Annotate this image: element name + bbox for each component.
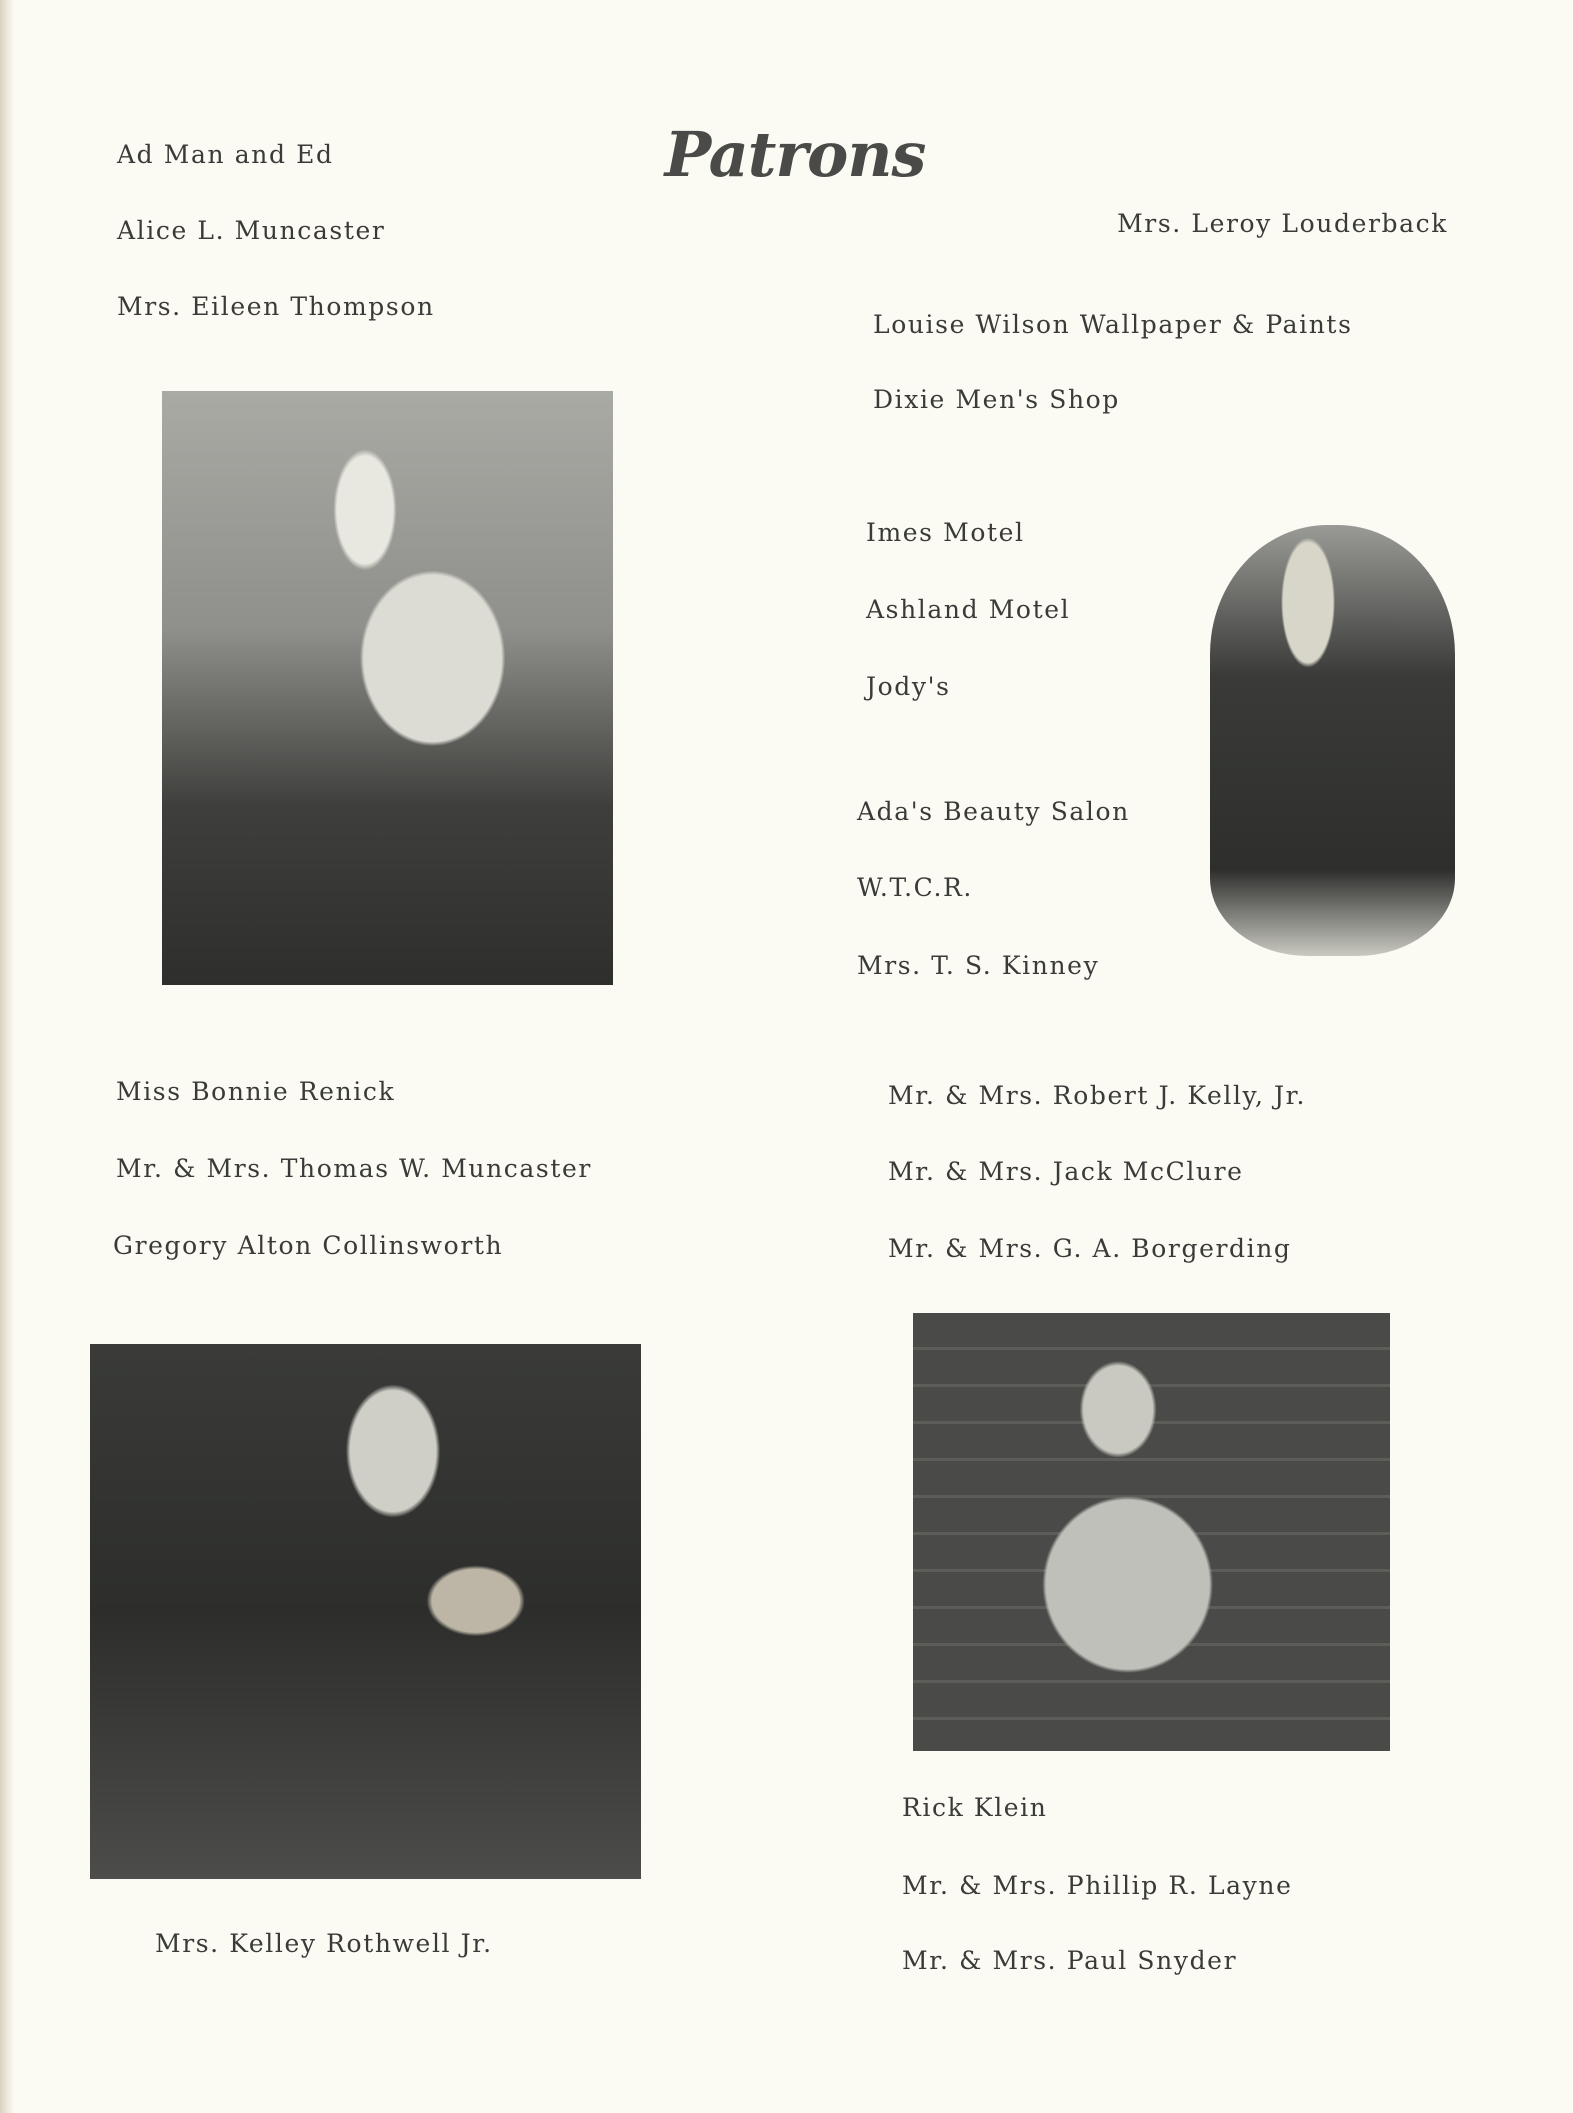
photo-oval-sunglasses: [1210, 525, 1455, 956]
patron-name: Dixie Men's Shop: [873, 385, 1120, 414]
patron-name: Mrs. Kelley Rothwell Jr.: [155, 1929, 493, 1958]
page-binding-edge: [0, 0, 14, 2113]
patron-name: Mr. & Mrs. Paul Snyder: [902, 1946, 1238, 1975]
photo-glasses-student: [90, 1344, 641, 1879]
patron-name: Mr. & Mrs. Phillip R. Layne: [902, 1871, 1293, 1900]
patron-name: Gregory Alton Collinsworth: [113, 1231, 504, 1260]
patron-name: Mrs. T. S. Kinney: [857, 951, 1100, 980]
patron-name: Ashland Motel: [866, 595, 1071, 624]
patron-name: Mr. & Mrs. Jack McClure: [888, 1157, 1244, 1186]
patron-name: Ada's Beauty Salon: [857, 797, 1130, 826]
patron-name: Mrs. Leroy Louderback: [1117, 209, 1448, 238]
patron-name: Alice L. Muncaster: [117, 216, 386, 245]
patron-name: Ad Man and Ed: [117, 140, 334, 169]
photo-couple-costume: [162, 391, 613, 985]
patron-name: Mr. & Mrs. Thomas W. Muncaster: [116, 1154, 592, 1183]
patron-name: Mr. & Mrs. Robert J. Kelly, Jr.: [888, 1081, 1307, 1110]
patron-name: Imes Motel: [866, 518, 1025, 547]
patron-name: Louise Wilson Wallpaper & Paints: [873, 310, 1353, 339]
page-title: Patrons: [664, 118, 926, 191]
patron-name: Jody's: [866, 672, 951, 701]
patron-name: W.T.C.R.: [857, 873, 973, 902]
photo-student-table: [913, 1313, 1390, 1751]
patron-name: Miss Bonnie Renick: [116, 1077, 396, 1106]
patron-name: Mr. & Mrs. G. A. Borgerding: [888, 1234, 1292, 1263]
patron-name: Rick Klein: [902, 1793, 1048, 1822]
patron-name: Mrs. Eileen Thompson: [117, 292, 435, 321]
